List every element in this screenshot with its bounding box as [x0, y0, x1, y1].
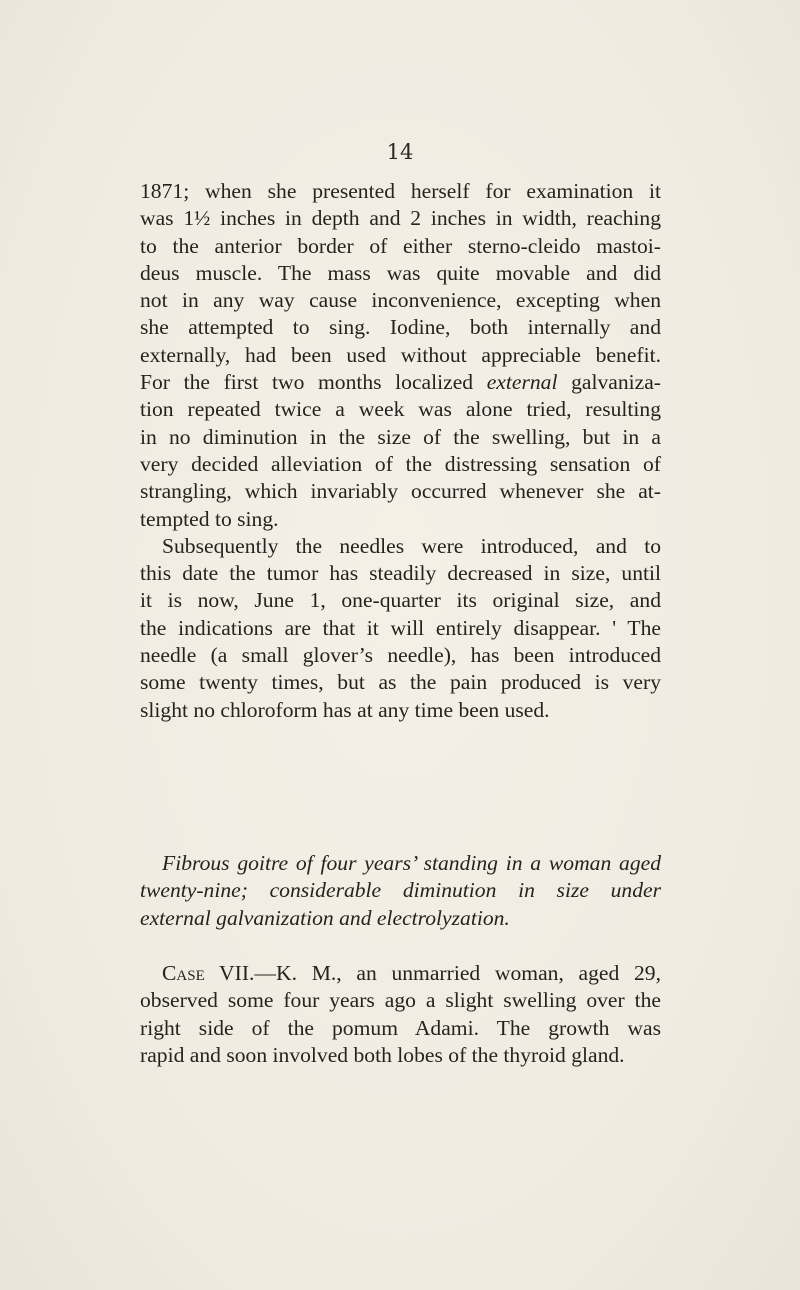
text-line: slight no chloroform has at any time been used.: [140, 697, 550, 722]
text-line: rapid and soon involved both lobes of the thyroid gland.: [140, 1042, 625, 1067]
text-line: observed some four years ago a slight swelling over the: [140, 988, 661, 1013]
text-line: tempted to sing.: [140, 506, 279, 531]
text-line: she attempted to sing. Iodine, both internally and: [140, 315, 661, 340]
text-line: [140, 960, 661, 987]
text-line: needle (a small glover’s needle), has been introduced: [140, 643, 661, 668]
text-line: this date the tumor has steadily decreased in size, until: [140, 561, 661, 586]
text-segment: —K. M., an unmarried woman, aged 29,: [254, 961, 661, 985]
text-line: 1871; when she presented herself for examination it: [140, 179, 661, 203]
heading-line: external galvanization and electrolyzation.: [140, 905, 510, 930]
text-line: deus muscle. The mass was quite movable and did: [140, 260, 661, 285]
text-line: it is now, June 1, one-quarter its original size, and: [140, 588, 661, 613]
text-line: not in any way cause inconvenience, excepting when: [140, 288, 661, 313]
text-line: [140, 369, 661, 396]
case-paragraph: [140, 960, 661, 1069]
text-line: in no diminution in the size of the swelling, but in a: [140, 424, 661, 449]
text-line: Subsequently the needles were introduced, and to: [162, 533, 661, 558]
page-number: 14: [386, 140, 414, 164]
text-line: externally, had been used without appreciable benefit.: [140, 342, 661, 367]
text-segment: galvaniza-: [557, 370, 661, 395]
case-heading: [140, 850, 661, 932]
text-line: strangling, which invariably occurred whenever she at-: [140, 479, 661, 504]
text-line: very decided alleviation of the distressing sensation of: [140, 451, 661, 476]
text-line: to the anterior border of either sterno-cleido mastoi-: [140, 233, 661, 258]
emphasis-external: external: [486, 370, 558, 395]
text-line: some twenty times, but as the pain produced is very: [140, 670, 661, 695]
heading-line: twenty-nine; considerable diminution in size under: [140, 878, 661, 903]
text-line: right side of the pomum Adami. The growth was: [140, 1015, 661, 1040]
text-line: the indications are that it will entirely disappear. ' The: [140, 615, 661, 640]
body-text: [140, 178, 661, 724]
text-line: was 1½ inches in depth and 2 inches in width, reaching: [140, 206, 661, 231]
heading-line: Fibrous goitre of four years’ standing in a woman aged: [162, 851, 661, 875]
case-label: Case VII.: [162, 961, 255, 985]
text-segment: For the first two months localized: [140, 370, 487, 395]
text-line: tion repeated twice a week was alone tried, resulting: [140, 397, 661, 422]
